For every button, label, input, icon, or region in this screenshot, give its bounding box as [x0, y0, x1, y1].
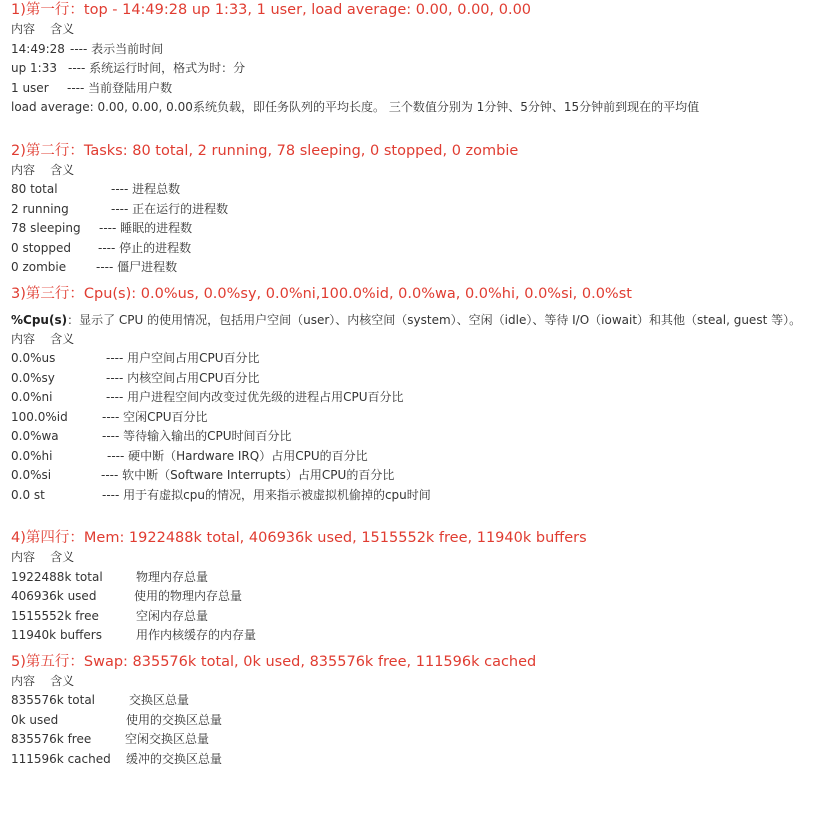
note-text: ：显示了 CPU 的使用情况，包括用户空间（user）、内核空间（system）、空闲（idle）、等待 I/O（iowait）和其他（steal, guest 等）。 [67, 312, 802, 327]
item-key: 1922488k total [11, 569, 103, 584]
item-key: 78 sleeping [11, 221, 81, 235]
item-desc: 用作内核缓存的内存量 [136, 628, 257, 642]
item-key: 0.0%si [11, 468, 52, 482]
item-key: 14:49:28 [11, 41, 65, 56]
item-desc: ---- 进程总数 [111, 182, 181, 196]
section-row1 [11, 0, 816, 118]
item-key: 2 running [11, 201, 69, 216]
item-desc: ---- 用户空间占用CPU百分比 [106, 351, 260, 365]
note-label: %Cpu(s) [11, 312, 68, 327]
section-heading: 1)第一行：top - 14:49:28 up 1:33, 1 user, load average: 0.00, 0.00, 0.00 [11, 2, 532, 18]
list-item [11, 607, 816, 627]
item-desc: 系统负载，即任务队列的平均长度。 三个数值分别为 1分钟、5分钟、15分钟前到现在的平均值 [193, 100, 700, 114]
list-item [11, 711, 816, 731]
item-key: 406936k used [11, 589, 97, 603]
list-item [11, 369, 816, 389]
list-item [11, 408, 816, 428]
list-item [11, 59, 816, 79]
item-desc: 使用的物理内存总量 [134, 589, 243, 603]
item-key: 11940k buffers [11, 628, 102, 642]
item-desc: ---- 睡眠的进程数 [99, 221, 193, 235]
item-desc: ---- 正在运行的进程数 [111, 201, 229, 216]
section-heading: 2)第二行：Tasks: 80 total, 2 running, 78 sleeping, 0 stopped, 0 zombie [11, 142, 519, 159]
list-item [11, 466, 816, 486]
list-item [11, 587, 816, 607]
list-item [11, 427, 816, 447]
item-key: 0.0%wa [11, 429, 59, 443]
item-desc: ---- 停止的进程数 [98, 240, 192, 255]
item-desc: 交换区总量 [129, 693, 190, 707]
list-item [11, 200, 816, 220]
item-key: 0.0%us [11, 351, 56, 365]
item-key: 835576k free [11, 732, 92, 746]
section-heading: 3)第三行：Cpu(s): 0.0%us, 0.0%sy, 0.0%ni,100.0%id, 0.0%wa, 0.0%hi, 0.0%si, 0.0%st [11, 285, 632, 302]
section-row4 [11, 528, 816, 646]
item-desc: ---- 内核空间占用CPU百分比 [106, 370, 260, 385]
item-key: 80 total [11, 182, 58, 196]
item-key: 0.0%ni [11, 390, 53, 404]
item-desc: ---- 空闲CPU百分比 [102, 409, 208, 424]
item-key: load average: 0.00, 0.00, 0.00 [11, 100, 193, 114]
table-header: 内容 含义 [11, 22, 75, 36]
table-header: 内容 含义 [11, 331, 75, 346]
list-item [11, 730, 816, 750]
cpu-note [11, 310, 816, 330]
item-key: 0 stopped [11, 240, 71, 255]
section-row2 [11, 141, 816, 278]
item-key: 111596k cached [11, 751, 111, 766]
list-item [11, 239, 816, 259]
table-header: 内容 含义 [11, 673, 75, 688]
list-item [11, 349, 816, 369]
list-item [11, 258, 816, 278]
item-key: 100.0%id [11, 409, 68, 424]
item-desc: 空闲交换区总量 [125, 732, 210, 746]
item-desc: ---- 软中断（Software Interrupts）占用CPU的百分比 [101, 468, 395, 482]
item-desc: ---- 用于有虚拟cpu的情况，用来指示被虚拟机偷掉的cpu时间 [102, 487, 431, 502]
item-desc: 空闲内存总量 [136, 608, 209, 623]
list-item [11, 388, 816, 408]
list-item [11, 447, 816, 467]
list-item [11, 40, 816, 60]
item-key: 1515552k free [11, 608, 99, 623]
item-key: up 1:33 [11, 61, 57, 75]
item-desc: ---- 用户进程空间内改变过优先级的进程占用CPU百分比 [106, 390, 404, 404]
list-item [11, 568, 816, 588]
item-desc: ---- 系统运行时间，格式为时：分 [68, 61, 246, 75]
section-heading: 5)第五行：Swap: 835576k total, 0k used, 835576k free, 111596k cached [11, 653, 537, 670]
item-desc: 缓冲的交换区总量 [126, 751, 223, 766]
item-desc: ---- 当前登陆用户数 [67, 80, 173, 95]
item-key: 0 zombie [11, 260, 67, 274]
list-item [11, 79, 816, 99]
section-row3 [11, 284, 816, 506]
item-desc: ---- 表示当前时间 [70, 41, 164, 56]
table-header: 内容 含义 [11, 162, 75, 177]
list-item [11, 486, 816, 506]
list-item [11, 98, 816, 118]
list-item [11, 626, 816, 646]
list-item [11, 219, 816, 239]
item-desc: 使用的交换区总量 [126, 712, 223, 727]
item-key: 835576k total [11, 693, 96, 707]
item-key: 0.0 st [11, 487, 45, 502]
list-item [11, 750, 816, 770]
document-body [11, 0, 816, 769]
table-header: 内容 含义 [11, 550, 75, 564]
list-item [11, 180, 816, 200]
item-key: 0k used [11, 712, 59, 727]
item-key: 0.0%sy [11, 370, 55, 385]
item-desc: ---- 等待输入输出的CPU时间百分比 [102, 429, 292, 443]
item-desc: ---- 硬中断（Hardware IRQ）占用CPU的百分比 [107, 448, 368, 463]
list-item [11, 691, 816, 711]
section-heading: 4)第四行：Mem: 1922488k total, 406936k used, 1515552k free, 11940k buffers [11, 530, 587, 546]
item-key: 0.0%hi [11, 448, 53, 463]
item-key: 1 user [11, 80, 49, 95]
section-row5 [11, 652, 816, 770]
item-desc: 物理内存总量 [136, 569, 209, 584]
item-desc: ---- 僵尸进程数 [96, 260, 178, 274]
